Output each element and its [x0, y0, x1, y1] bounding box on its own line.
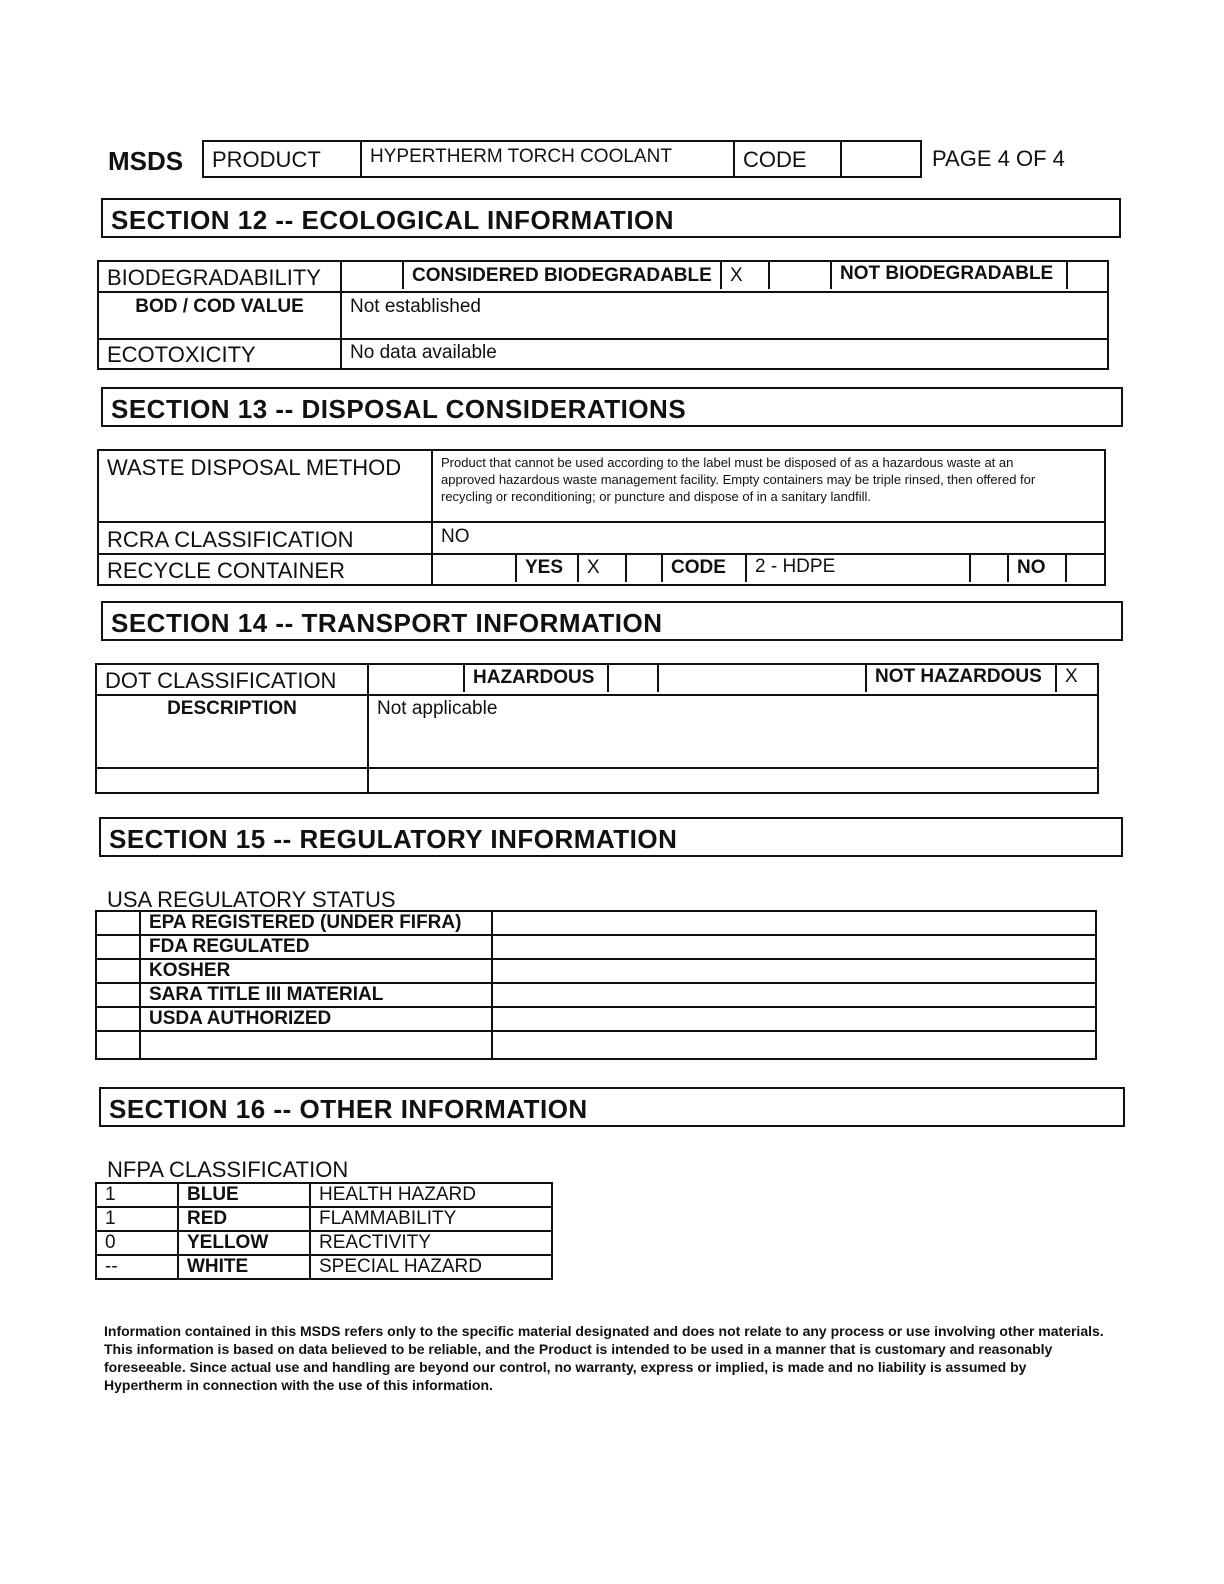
regulatory-row [96, 959, 1096, 983]
bod-value: Not established [341, 292, 1108, 339]
nfpa-hazard: FLAMMABILITY [310, 1207, 552, 1231]
nfpa-rating: 0 [96, 1231, 178, 1255]
code-label: CODE [734, 141, 841, 177]
regulatory-item-label: EPA REGISTERED (UNDER FIFRA) [140, 911, 492, 935]
bod-label: BOD / COD VALUE [98, 292, 341, 339]
regulatory-row [96, 983, 1096, 1007]
not-biodegradable: NOT BIODEGRADABLE [831, 262, 1067, 289]
section-13-title: SECTION 13 -- DISPOSAL CONSIDERATIONS [101, 387, 1123, 427]
hazardous-mark [608, 665, 658, 692]
product-name: HYPERTHERM TORCH COOLANT [361, 141, 734, 177]
description-label: DESCRIPTION [96, 695, 368, 768]
nfpa-row [96, 1183, 552, 1207]
transport-table [95, 663, 1099, 794]
regulatory-table [95, 910, 1097, 1060]
waste-disposal-text: Product that cannot be used according to the label must be disposed of as a hazardous waste at an approved hazardous waste management facility. Empty containers may be triple rinsed, then offered for recycling or reconditioning; or puncture and dispose of in a sanitary landfill. [432, 450, 1105, 522]
dot-classification-label: DOT CLASSIFICATION [96, 664, 368, 695]
regulatory-item-label: SARA TITLE III MATERIAL [140, 983, 492, 1007]
page-number: PAGE 4 OF 4 [932, 146, 1065, 171]
not-hazardous-label: NOT HAZARDOUS [866, 665, 1056, 692]
disclaimer: Information contained in this MSDS refers only to the specific material designated and does not relate to any process or use involving other materials. This information is based on data believed to be reliable, and the Product is intended to be used in a manner that is customary and reasonably foreseeable. Since actual use and handling are beyond our control, no warranty, express or implied, is made and no liability is assumed by Hypertherm in connection with the use of this information. [104, 1323, 1104, 1393]
description-value: Not applicable [368, 695, 1098, 768]
recycle-no-mark [1066, 555, 1104, 582]
recycle-yes-label: YES [516, 555, 578, 582]
nfpa-rating: 1 [96, 1207, 178, 1231]
nfpa-row [96, 1255, 552, 1279]
nfpa-hazard: REACTIVITY [310, 1231, 552, 1255]
recycle-no-label: NO [1008, 555, 1066, 582]
section-16-title: SECTION 16 -- OTHER INFORMATION [99, 1087, 1125, 1127]
rcra-label: RCRA CLASSIFICATION [98, 522, 432, 554]
regulatory-row [96, 1007, 1096, 1031]
usa-regulatory-status-title: USA REGULATORY STATUS [107, 887, 396, 912]
recycle-container-label: RECYCLE CONTAINER [98, 554, 432, 585]
not-hazardous-mark: X [1065, 666, 1078, 687]
section-15-title: SECTION 15 -- REGULATORY INFORMATION [99, 817, 1123, 857]
nfpa-rating: -- [96, 1255, 178, 1279]
nfpa-color: WHITE [178, 1255, 310, 1279]
considered-biodegradable: CONSIDERED BIODEGRADABLE [403, 262, 721, 289]
nfpa-table [95, 1182, 553, 1280]
code-value [841, 141, 921, 177]
description-extra-right [368, 768, 1098, 793]
msds-label: MSDS [108, 146, 184, 176]
not-bio-mark [1067, 262, 1107, 289]
nfpa-color: BLUE [178, 1183, 310, 1207]
nfpa-hazard: HEALTH HAZARD [310, 1183, 552, 1207]
nfpa-row [96, 1207, 552, 1231]
considered-mark: X [721, 262, 769, 289]
hazardous-label: HAZARDOUS [464, 665, 608, 692]
recycle-code-value: 2 - HDPE [746, 555, 970, 582]
ecotoxicity-value: No data available [341, 339, 1108, 369]
regulatory-row [96, 935, 1096, 959]
waste-disposal-label: WASTE DISPOSAL METHOD [98, 450, 432, 522]
nfpa-classification-title: NFPA CLASSIFICATION [107, 1157, 349, 1182]
disposal-table [97, 449, 1106, 586]
section-12-title: SECTION 12 -- ECOLOGICAL INFORMATION [101, 198, 1121, 238]
ecotoxicity-label: ECOTOXICITY [98, 339, 341, 369]
product-label: PRODUCT [203, 141, 361, 177]
description-extra-left [96, 768, 368, 793]
regulatory-row [96, 1031, 1096, 1059]
ecological-table [97, 260, 1109, 370]
section-14-title: SECTION 14 -- TRANSPORT INFORMATION [101, 601, 1123, 641]
nfpa-hazard: SPECIAL HAZARD [310, 1255, 552, 1279]
rcra-value: NO [432, 522, 1105, 554]
nfpa-row [96, 1231, 552, 1255]
regulatory-item-label: USDA AUTHORIZED [140, 1007, 492, 1031]
regulatory-item-label: KOSHER [140, 959, 492, 983]
regulatory-item-label: FDA REGULATED [140, 935, 492, 959]
regulatory-row [96, 911, 1096, 935]
nfpa-color: RED [178, 1207, 310, 1231]
recycle-yes-mark: X [578, 555, 626, 582]
nfpa-rating: 1 [96, 1183, 178, 1207]
recycle-code-label: CODE [662, 555, 746, 582]
nfpa-color: YELLOW [178, 1231, 310, 1255]
biodegradability-label: BIODEGRADABILITY [98, 261, 341, 292]
header-table [202, 140, 922, 178]
